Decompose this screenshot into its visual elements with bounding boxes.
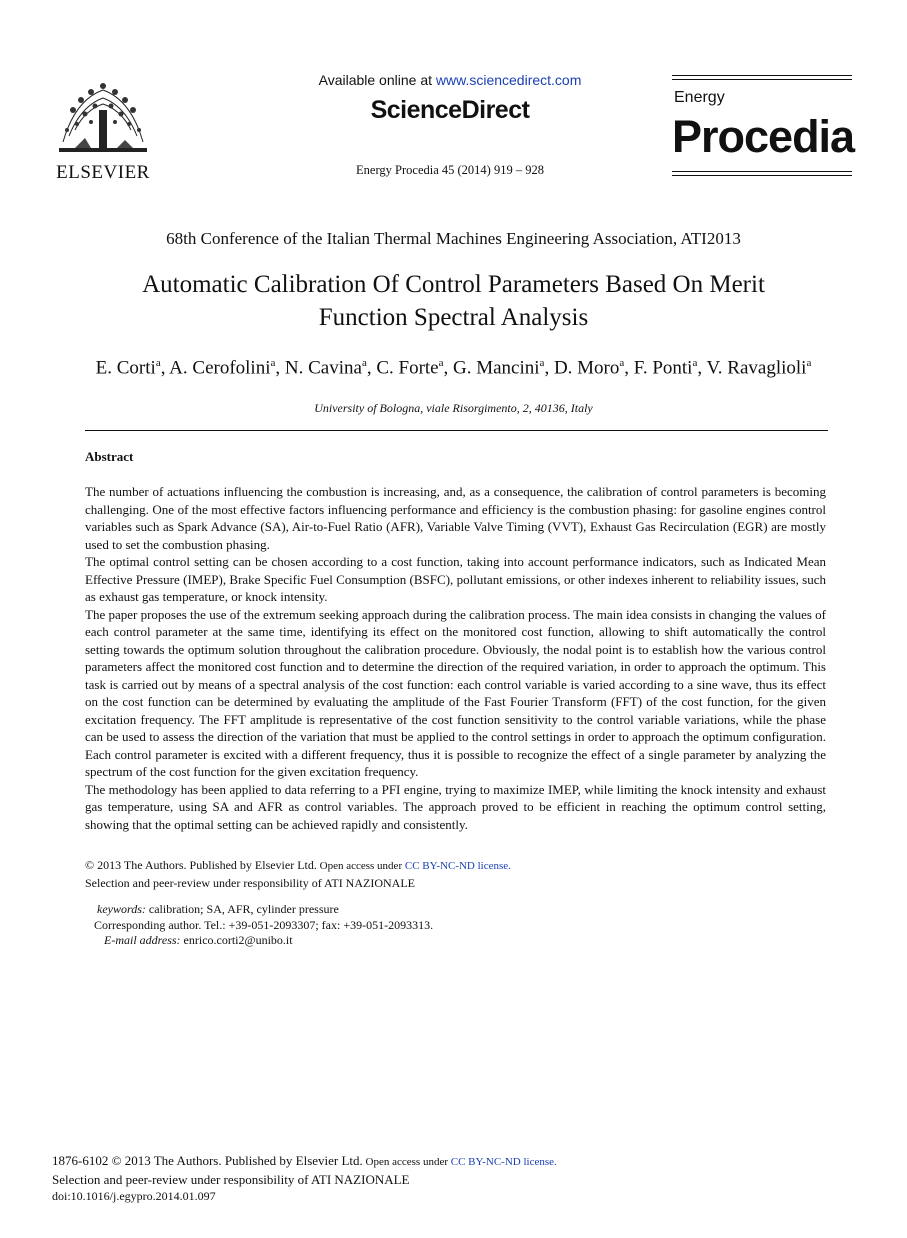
abstract-body: [85, 483, 826, 833]
footer-issn-copyright: 1876-6102 © 2013 The Authors. Published by Elsevier Ltd.: [52, 1153, 363, 1168]
elsevier-logo: [48, 70, 158, 182]
energy-procedia-logo: [672, 75, 855, 177]
author-affiliation-mark: a: [270, 357, 276, 369]
copyright-line: [85, 857, 826, 875]
author-affiliation-mark: a: [806, 357, 812, 369]
author-separator: ,: [544, 357, 554, 379]
elsevier-wordmark: ELSEVIER: [56, 162, 150, 183]
author-separator: ,: [443, 357, 453, 379]
conference-name: 68th Conference of the Italian Thermal Machines Engineering Association, ATI2013: [166, 229, 741, 248]
available-online-text: Available online at: [318, 72, 436, 88]
journal-name-small: Energy: [674, 89, 725, 106]
journal-citation: Energy Procedia 45 (2014) 919 – 928: [356, 163, 544, 177]
logo-rule-bottom: [672, 171, 852, 172]
author-name: N. Cavina: [284, 357, 362, 379]
journal-name-large: Procedia: [672, 111, 855, 162]
author-name: A. Cerofolini: [169, 357, 271, 379]
abstract-paragraph: The number of actuations influencing the combustion is increasing, and, as a consequence, the calibration of control parameters is becoming challenging. One of the most effective factors influencing performance and efficiency is the combustion phasing: for gasoline engines control variables such as Spark Advance (SA), Air-to-Fuel Ratio (AFR), Variable Valve Timing (VVT), Exhaust Gas Recirculation (EGR) are mostly used to set the combustion phasing.: [85, 484, 826, 552]
affiliation: University of Bologna, viale Risorgimento, 2, 40136, Italy: [314, 401, 593, 415]
elsevier-tree-icon: [55, 70, 151, 160]
author-separator: ,: [624, 357, 634, 379]
abstract-paragraph: The paper proposes the use of the extremum seeking approach during the calibration process. The main idea consists in changing the values of each control parameter at the same time, identifying its effect on the monitored cost function, allowing to shift automatically the control setting towards the optimum solution throughout the calibration procedure. Obviously, the nodal point is to establish how the various control parameters affect the monitored cost function and to determine the direction of the required variation, in order to approach the optimum. This task is carried out by means of a spectral analysis of the cost function: each control variable is varied according to a sine wave, thus its effect on the cost function can be determined by evaluating the amplitude of the Fast Fourier Transform (FFT) of the cost function, for the given excitation frequency. The FFT amplitude is representative of the cost function sensitivity to the control variable variations, while the phase can be used to assess the direction of the variation that must be applied to the control settings in order to approach the optimum configuration. Each control parameter is excited with a different frequency, thus it is possible to recognize the effect of a single parameter by analyzing the spectrum of the cost function for the given excitation frequency.: [85, 606, 826, 779]
footer-doi: doi:10.1016/j.egypro.2014.01.097: [52, 1189, 216, 1203]
author-affiliation-mark: a: [692, 357, 698, 369]
author-affiliation-mark: a: [438, 357, 444, 369]
logo-rule-top-2: [672, 79, 852, 80]
author-separator: ,: [160, 357, 170, 379]
footer-copyright-line: [52, 1152, 852, 1171]
sciencedirect-link[interactable]: www.sciencedirect.com: [435, 72, 582, 88]
divider: [85, 430, 828, 431]
author-name: C. Forte: [376, 357, 439, 379]
author-name: V. Ravaglioli: [706, 357, 807, 379]
license-link[interactable]: CC BY-NC-ND license.: [404, 860, 511, 872]
author-separator: ,: [275, 357, 285, 379]
email-label: E-mail address:: [104, 933, 181, 947]
email-line: [104, 933, 293, 948]
author-affiliation-mark: a: [155, 357, 161, 369]
keywords-value: calibration; SA, AFR, cylinder pressure: [145, 902, 339, 916]
copyright-text: © 2013 The Authors. Published by Elsevier Ltd.: [85, 858, 317, 872]
author-list: [95, 350, 812, 381]
author-name: E. Corti: [95, 357, 156, 379]
author-separator: ,: [697, 357, 707, 379]
author-name: G. Mancini: [453, 357, 540, 379]
author-affiliation-mark: a: [539, 357, 545, 369]
page-footer: [52, 1152, 852, 1205]
abstract-paragraph: The methodology has been applied to data referring to a PFI engine, trying to maximize IMEP, while limiting the knock intensity and exhaust gas temperature, using SA and AFR as control variables. The approach proved to be efficient in reaching the optimum control setting, showing that the optimal setting can be achieved rapidly and consistently.: [85, 781, 826, 832]
peer-review-line: Selection and peer-review under responsibility of ATI NAZIONALE: [85, 876, 415, 890]
open-access-text: Open access under: [316, 860, 405, 872]
footer-license-link[interactable]: CC BY-NC-ND license.: [450, 1156, 557, 1168]
corresponding-author: Corresponding author. Tel.: +39-051-2093307; fax: +39-051-2093313.: [94, 918, 434, 932]
sciencedirect-logo: ScienceDirect: [370, 96, 530, 124]
logo-rule-bottom-2: [672, 175, 852, 176]
author-separator: ,: [366, 357, 377, 379]
email-address: enrico.corti2@unibo.it: [180, 933, 293, 947]
paper-title-line-2: Function Spectral Analysis: [318, 304, 589, 331]
abstract-heading: Abstract: [85, 449, 134, 464]
paper-title: [80, 268, 827, 334]
keywords: [97, 902, 339, 918]
logo-rule-top: [672, 75, 852, 76]
abstract-paragraph: The optimal control setting can be chosen according to a cost function, taking into account performance indicators, such as Indicated Mean Effective Pressure (IMEP), Brake Specific Fuel Consumption (BSFC), pollutant emissions, or other indexes inherent to reliability issues, such as exhaust gas temperature, or knock intensity.: [85, 554, 826, 604]
author-name: D. Moro: [553, 357, 620, 379]
copyright-block: [85, 857, 826, 892]
keywords-label: keywords:: [97, 902, 146, 916]
author-name: F. Ponti: [633, 357, 693, 379]
footer-peer-review: Selection and peer-review under responsibility of ATI NAZIONALE: [52, 1172, 410, 1187]
paper-title-line-1: Automatic Calibration Of Control Parameters Based On Merit: [142, 271, 765, 298]
available-online-line: [220, 72, 680, 88]
author-affiliation-mark: a: [619, 357, 625, 369]
author-affiliation-mark: a: [361, 357, 367, 369]
footer-open-access: Open access under: [362, 1156, 451, 1168]
